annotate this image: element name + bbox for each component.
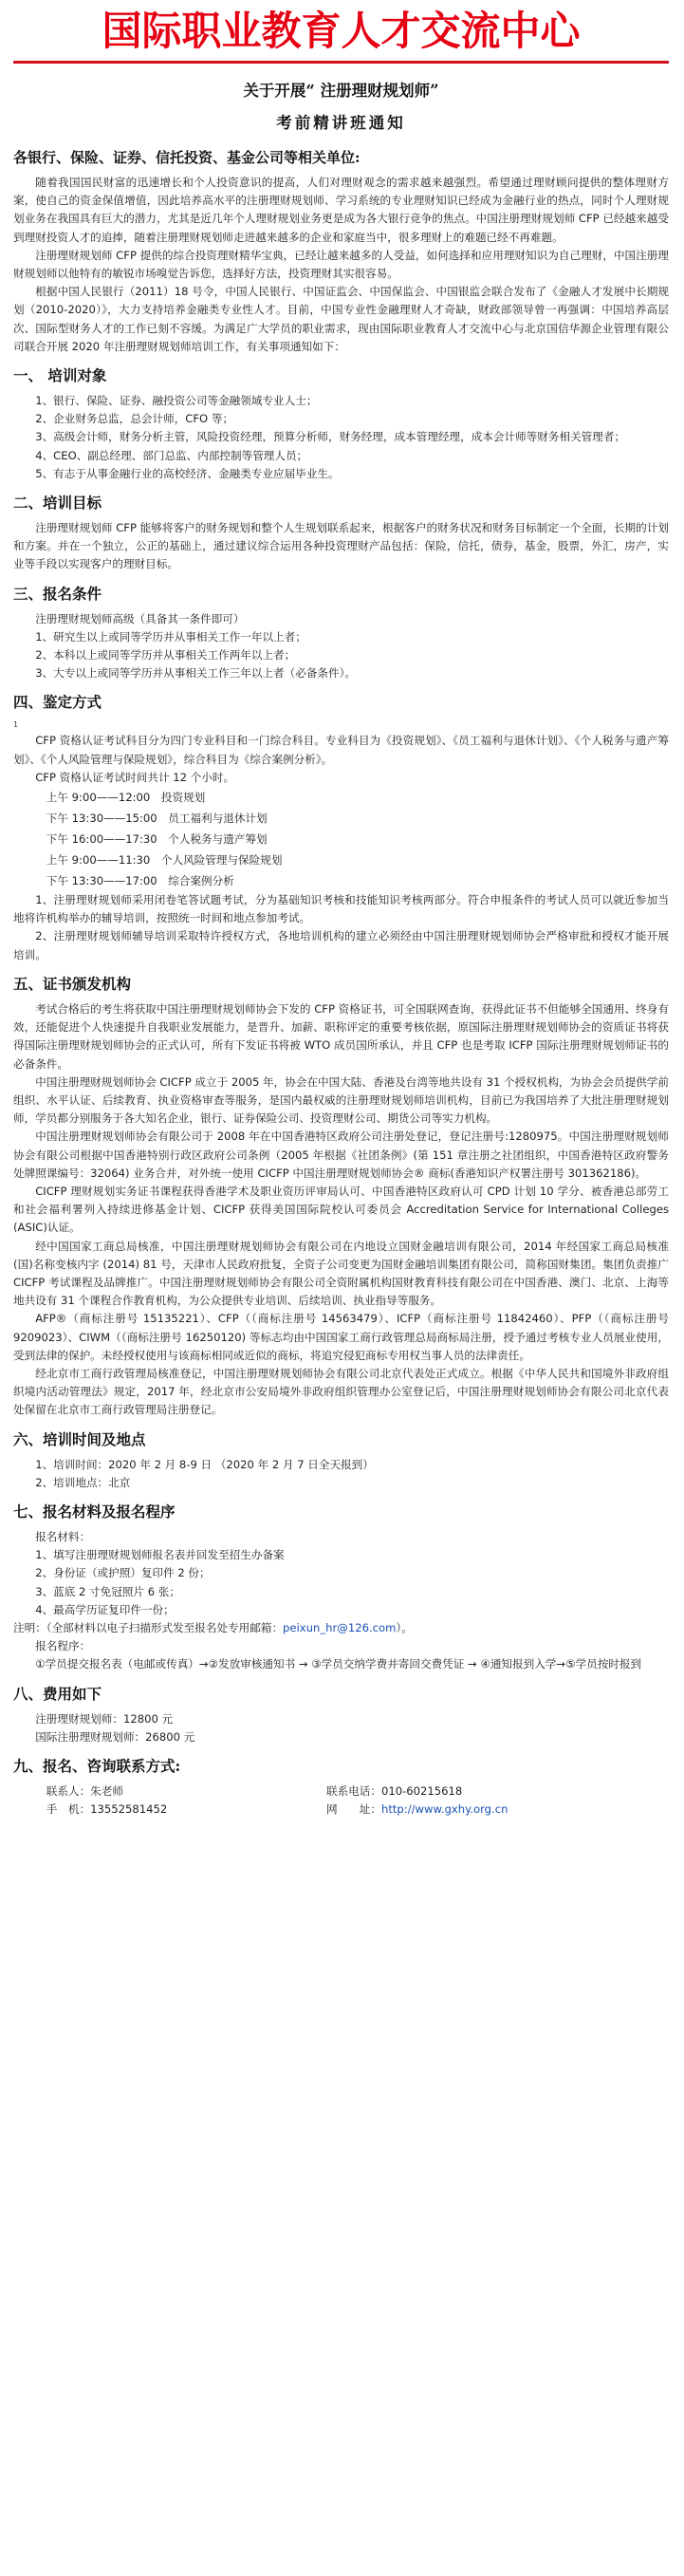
material-item-1: 1、填写注册理财规划师报名表并回发至招生办备案 — [35, 1548, 285, 1562]
training-location: 2、培训地点：北京 — [35, 1475, 131, 1489]
signup-email-link[interactable]: peixun_hr@126.com — [283, 1620, 397, 1634]
section5-paragraph-2: 中国注册理财规划师协会 CICFP 成立于 2005 年，协会在中国大陆、香港及台湾等地共设有 31 个授权机构，为协会会员提供学前组织、水平认证、后续教育、执业资格审查等服务，是国内最权威的注册理财规划师培训机构，目前已为我国培养了大批注册理财规划师，学员都分别服务于各大知名企业，银行、证券保险公司、投资理财公司、期货公司等实力机构。 — [13, 1074, 669, 1126]
contact-website — [326, 1801, 669, 1819]
website-label: 网 址： — [326, 1802, 381, 1817]
section4-note-1: 1、注册理财规划师采用闭卷笔答试题考试，分为基础知识考核和技能知识考核两部分。符合申报条件的考试人员可以就近参加当地将许机构举办的辅导培训，按照统一时间和地点参加考试。 — [13, 893, 669, 925]
exam-schedule-row-1: 上午 9:00——12:00 投资规划 — [46, 791, 206, 805]
section5-paragraph-1: 考试合格后的考生将获取中国注册理财规划师协会下发的 CFP 资格证书，可全国联网查询，获得此证书不但能够全国通用、终身有效，还能促进个人快速提升自我职业发展能力，是晋升、加薪、职称评定的重要考核依据，原国际注册理财规划师协会的资质证书将获得国际注册理财规划师协会的正式认可，所有下发证书将被 WTO 成员国所承认，并且 CFP 也是考取 ICFP 国际注册理财规划师证书的必备条件。 — [13, 1001, 669, 1071]
intro-paragraph-2: 注册理财规划师 CFP 提供的综合投资理财精华宝典，已经让越来越多的人受益，如何选择和应用理财知识为自己理财，中国注册理财规划师以他特有的敏锐市场嗅觉告诉您，选择好方法，投资理财其实很容易。 — [13, 248, 669, 281]
fee-item-2: 国际注册理财规划师：26800 元 — [35, 1729, 195, 1744]
section3-item-2: 2、本科以上或同等学历并从事相关工作两年以上者； — [35, 648, 296, 663]
procedure-subheading: 报名程序： — [35, 1639, 91, 1653]
website-link[interactable]: http://www.gxhy.org.cn — [380, 1802, 508, 1817]
section1-item-3: 3、高级会计师，财务分析主管，风险投资经理，预算分析师，财务经理，成本管理经理，成本会计师等财务相关管理者； — [35, 430, 626, 444]
notice-title-line2: 考前精讲班通知 — [276, 114, 406, 132]
exam-schedule-title: CFP 资格认证考试时间共计 12 个小时。 — [35, 770, 235, 784]
section4-heading: 四、鉴定方式 — [13, 693, 102, 712]
section1-item-1: 1、银行、保险、证券、融投资公司等金融领域专业人士； — [35, 394, 318, 408]
exam-schedule-row-2: 下午 13:30——15:00 员工福利与退休计划 — [46, 812, 268, 826]
section4-note-2: 2、注册理财规划师辅导培训采取特许授权方式，各地培训机构的建立必须经由中国注册理财规划师协会严格审批和授权才能开展培训。 — [13, 929, 669, 961]
addressee: 各银行、保险、证券、信托投资、基金公司等相关单位: — [13, 149, 360, 166]
section7-heading: 七、报名材料及报名程序 — [13, 1502, 176, 1521]
fee-item-1: 注册理财规划师：12800 元 — [35, 1711, 174, 1726]
materials-note-prefix: 注明：（全部材料以电子扫描形式发至报名处专用邮箱： — [13, 1620, 284, 1634]
section1-heading: 一、 培训对象 — [13, 366, 107, 385]
training-time: 1、培训时间：2020 年 2 月 8-9 日 （2020 年 2 月 7 日全天报到） — [35, 1457, 374, 1471]
exam-schedule-row-4: 上午 9:00——11:30 个人风险管理与保险规划 — [46, 853, 283, 868]
section5-heading: 五、证书颁发机构 — [13, 974, 132, 993]
section5-paragraph-6: AFP®（商标注册号 15135221）、CFP（（商标注册号 14563479）、ICFP（商标注册号 11842460）、PFP（（商标注册号 9209023）、CIWM（（商标注册号 16250120) 等标志均由中国国家工商行政管理总局商标局注册，授予通过考核专业人员展业使用，受到法律的保护。未经授权使用与该商标相同或近似的商标，将追究侵犯商标专用权当事人员的法律责任。 — [13, 1312, 669, 1362]
section2-text: 注册理财规划师 CFP 能够将客户的财务规划和整个人生规划联系起来，根据客户的财务状况和财务目标制定一个全面，长期的计划和方案。并在一个独立，公正的基础上，通过建议综合运用各种投资理财产品包括：保险，信托，债券，基金，股票，外汇，房产，实业等手段以实现客户的理财目标。 — [13, 521, 669, 571]
section1-item-4: 4、CEO、副总经理、部门总监、内部控制等管理人员； — [35, 448, 308, 462]
material-item-2: 2、身份证（或护照）复印件 2 份； — [35, 1566, 211, 1580]
notice-title-line1: 关于开展“ 注册理财规划师” — [243, 82, 439, 100]
org-name-banner: 国际职业教育人才交流中心 — [102, 8, 581, 54]
materials-note-suffix: ）。 — [396, 1620, 413, 1634]
contact-person: 联系人：朱老师 — [46, 1784, 123, 1798]
procedure-steps: ①学员提交报名表（电邮或传真）→②发放审核通知书 → ③学员交纳学费并寄回交费凭证 → ④通知报到入学→⑤学员按时报到 — [35, 1657, 642, 1671]
contact-row-1 — [13, 1783, 669, 1801]
section5-paragraph-5: 经中国国家工商总局核准，中国注册理财规划师协会有限公司在内地设立国财金融培训有限公司，2014 年经国家工商总局核准(国)名称变核内字 (2014) 81 号，天津市人民政府批复，全资子公司变更为国财金融培训集团有限公司，简称国财集团。集团负责推广 CICFP 考试课程及品牌推广。中国注册理财规划师协会有限公司全资附属机构国财教育科技有限公司在中国香港、澳门、北京、上海等地共设有 31 个课程合作教育机构，为公众提供专业培训、后续培训、执业指导等服务。 — [13, 1239, 669, 1308]
section3-item-3: 3、大专以上或同等学历并从事相关工作三年以上者（必备条件）。 — [35, 666, 356, 681]
material-item-3: 3、蓝底 2 寸免冠照片 6 张； — [35, 1584, 180, 1598]
section4-marker: 1 — [13, 720, 19, 730]
section3-item-1: 1、研究生以上或同等学历并从事相关工作一年以上者； — [35, 629, 306, 644]
section2-heading: 二、培训目标 — [13, 494, 102, 513]
section6-heading: 六、培训时间及地点 — [13, 1429, 146, 1448]
section3-intro: 注册理财规划师高级（具备其一条件即可） — [35, 611, 245, 625]
header-divider — [13, 61, 669, 64]
section5-paragraph-4: CICFP 理财规划实务证书课程获得香港学术及职业资历评审局认可、中国香港特区政府认可 CPD 计划 10 学分、被香港总部劳工和社会福利署列入持续进修基金计划、CICFP 获得美国国际院校认可委员会 Accreditation Service for International Colleges (ASIC)认证。 — [13, 1184, 669, 1235]
section4-text: CFP 资格认证考试科目分为四门专业科目和一门综合科目。专业科目为《投资规划》、《员工福利与退休计划》、《个人税务与遗产筹划》、《个人风险管理与保险规划》，综合科目为《综合案例分析》。 — [13, 734, 669, 766]
intro-paragraph-3: 根据中国人民银行（2011）18 号令，中国人民银行、中国证监会、中国保监会、中国银监会联合发布了《金融人才发展中长期规划（2010-2020）》，大力支持培养金融类专业性人才。目前，中国专业性金融理财人才奇缺，财政部领导曾一再强调：中国培养高层次、国际型财务人才的工作已刻不容缓。为满足广大学员的职业需求，现由国际职业教育人才交流中心与北京国信华源企业管理有限公司联合开展 2020 年注册理财规划师培训工作，有关事项通知如下： — [13, 285, 669, 353]
section8-heading: 八、费用如下 — [13, 1684, 102, 1703]
exam-schedule-row-5: 下午 13:30——17:00 综合案例分析 — [46, 874, 234, 888]
section1-item-5: 5、有志于从事金融行业的高校经济、金融类专业应届毕业生。 — [35, 466, 340, 480]
intro-paragraph-1: 随着我国国民财富的迅速增长和个人投资意识的提高，人们对理财观念的需求越来越强烈。希望通过理财顾问提供的整体理财方案，使自己的资金保值增值，因此培养高水平的注册理财规划师、学习系统的专业理财知识已经成为金融行业的热点，同时个人理财规划业务在我国具有巨大的潜力，尤其是近几年个人理财规划业务更是成为各大银行竞争的焦点。中国注册理财规划师 CFP 已经越来越受到理财投资人才的追捧，随着注册理财规划师走进越来越多的企业和家庭当中，很多理财上的难题已经不再难题。 — [13, 176, 669, 244]
section1-item-2: 2、企业财务总监，总会计师，CFO 等； — [35, 412, 234, 426]
exam-schedule-row-3: 下午 16:00——17:30 个人税务与遗产筹划 — [46, 832, 268, 847]
material-item-4: 4、最高学历证复印件一份； — [35, 1602, 175, 1616]
section9-heading: 九、报名、咨询联系方式: — [13, 1757, 181, 1775]
section3-heading: 三、报名条件 — [13, 584, 102, 603]
materials-subheading: 报名材料： — [35, 1529, 91, 1543]
section5-paragraph-7: 经北京市工商行政管理局核准登记，中国注册理财规划师协会有限公司北京代表处正式成立。根据《中华人民共和国境外非政府组织境内活动管理法》规定，2017 年，经北京市公安局境外非政府组织管理办公室登记后，中国注册理财规划师协会有限公司北京代表处保留在北京市工商行政管理局注册登记。 — [13, 1366, 669, 1417]
contact-row-2 — [13, 1801, 669, 1819]
contact-mobile: 手 机：13552581452 — [46, 1802, 168, 1817]
materials-note — [13, 1619, 669, 1637]
section5-paragraph-3: 中国注册理财规划师协会有限公司于 2008 年在中国香港特区政府公司注册处登记，登记注册号:1280975。中国注册理财规划师协会有限公司根据中国香港特别行政区政府公司条例（2005 年根据《社团条例》(第 151 章注册之社团组织，中国香港特区政府警务处牌照课编号：32064) 业务合并，对外统一使用 CICFP 中国注册理财规划师协会® 商标(香港知识产权署注册号 301362186)。 — [13, 1129, 669, 1180]
contact-phone: 联系电话：010-60215618 — [326, 1784, 463, 1798]
